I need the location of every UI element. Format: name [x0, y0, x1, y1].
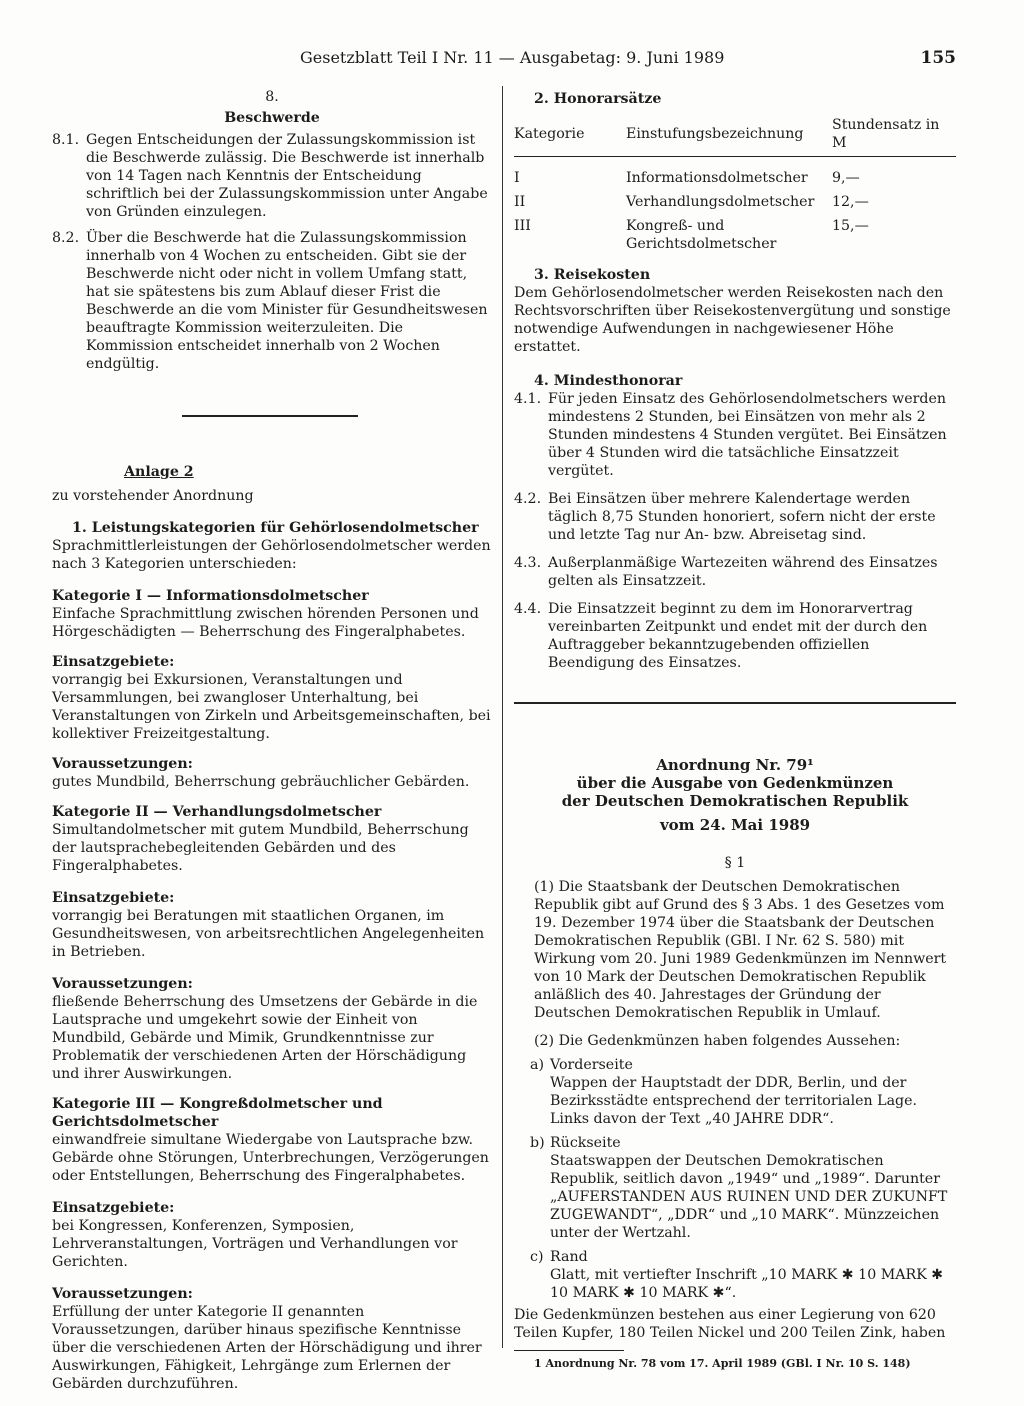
item-letter: b)	[530, 1135, 545, 1151]
category-2-einsatz-label: Einsatzgebiete:	[52, 890, 175, 906]
section-1-title: 1. Leistungskategorien für Gehörlosendolmetscher	[72, 520, 479, 536]
paragraph-8-1	[52, 131, 492, 221]
annex-title: Anlage 2	[124, 464, 194, 480]
paragraph-text: Die Einsatzzeit beginnt zu dem im Honorarvertrag vereinbarten Zeitpunkt und endet mit der durch den Auftraggeber bekanntzugebenden offiziellen Beendigung des Einsatzes.	[548, 601, 928, 671]
category-1-voraussetzungen-label: Voraussetzungen:	[52, 756, 193, 772]
paragraph-sign: § 1	[724, 855, 746, 871]
paragraph-number: 8.2.	[52, 230, 80, 246]
footnote: 1 Anordnung Nr. 78 vom 17. April 1989 (GBl. I Nr. 10 S. 148)	[534, 1357, 911, 1370]
table-cell: 12,—	[832, 194, 869, 210]
category-1-einsatz-text: vorrangig bei Exkursionen, Veranstaltungen und Versammlungen, bei zwangloser Unterhaltung, bei Veranstaltungen von Zirkeln und Arbeitsgemeinschaften, bei kollektiver Freizeitgestaltung.	[52, 672, 491, 742]
category-2-text: Simultandolmetscher mit gutem Mundbild, Beherrschung der lautsprachebegleitenden Gebärden und des Fingeralphabetes.	[52, 822, 469, 874]
section-8-title: Beschwerde	[224, 110, 320, 126]
section-8-number: 8.	[265, 89, 279, 105]
right-column	[514, 84, 956, 1373]
table-cell: Verhandlungsdolmetscher	[626, 194, 815, 210]
table-row	[514, 214, 956, 256]
table-cell: Kongreß- und Gerichtsdolmetscher	[626, 218, 777, 252]
paragraph-number: 4.1.	[514, 391, 542, 407]
paragraph-text: Für jeden Einsatz des Gehörlosendolmetschers werden mindestens 2 Stunden, bei Einsätzen von mehr als 2 Stunden mindestens 4 Stunden vergütet. Bei Einsätzen über 4 Stunden wird die tatsächliche Einsatzzeit vergütet.	[548, 391, 947, 479]
category-3-voraussetzungen-text: Erfüllung der unter Kategorie II genannten Voraussetzungen, darüber hinaus spezifische Kenntnisse über die verschiedenen Arten der Hörschädigung und ihrer Auswirkungen, Fähigkeit, Lehrgänge zum Erlernen der Gebärden durchzuführen.	[52, 1304, 482, 1392]
ordinance-title-line-2: über die Ausgabe von Gedenkmünzen	[576, 774, 894, 792]
category-3-einsatz-label: Einsatzgebiete:	[52, 1200, 175, 1216]
ordinance-date: vom 24. Mai 1989	[659, 816, 811, 834]
table-cell: 9,—	[832, 170, 860, 186]
section-2-title: 2. Honorarsätze	[534, 91, 662, 107]
absatz-1: (1) Die Staatsbank der Deutschen Demokratischen Republik gibt auf Grund des § 3 Abs. 1 des Gesetzes vom 19. Dezember 1974 über die Staatsbank der Deutschen Demokratischen Republik (GBl. I Nr. 62 S. 580) mit Wirkung vom 20. Juni 1989 Gedenkmünzen im Nennwert von 10 Mark der Deutschen Demokratischen Republik anläßlich des 40. Jahrestages der Gründung der Deutschen Demokratischen Republik in Umlauf.	[534, 879, 947, 1021]
footnote-rule	[514, 1350, 624, 1351]
item-text: Staatswappen der Deutschen Demokratischen Republik, seitlich davon „1949“ und „1989“. Darunter „AUFERSTANDEN AUS RUINEN UND DER ZUKUNFT ZUGEWANDT“, „DDR“ und „10 MARK“. Münzzeichen unter der Wertzahl.	[550, 1153, 948, 1241]
paragraph-number: 8.1.	[52, 132, 80, 148]
paragraph-number: 4.2.	[514, 491, 542, 507]
paragraph-4-1	[514, 390, 956, 480]
coin-reverse	[514, 1134, 956, 1242]
coin-obverse	[514, 1056, 956, 1128]
category-3-title: Kategorie III — Kongreßdolmetscher und Gerichtsdolmetscher	[52, 1096, 383, 1130]
page-number: 155	[920, 48, 956, 68]
section-3-text: Dem Gehörlosendolmetscher werden Reisekosten nach den Rechtsvorschriften über Reisekostenvergütung und sonstige notwendige Aufwendungen in nachgewiesener Höhe erstattet.	[514, 285, 951, 355]
category-1-voraussetzungen-text: gutes Mundbild, Beherrschung gebräuchlicher Gebärden.	[52, 774, 470, 790]
section-separator	[514, 702, 956, 704]
category-1-einsatz-label: Einsatzgebiete:	[52, 654, 175, 670]
section-3-title: 3. Reisekosten	[534, 267, 651, 283]
table-cell: II	[514, 194, 526, 210]
paragraph-text: Bei Einsätzen über mehrere Kalendertage werden täglich 8,75 Stunden honoriert, sofern nicht der erste und letzte Tag nur An- bzw. Abreisetag sind.	[548, 491, 936, 543]
column-header: Einstufungsbezeichnung	[626, 112, 826, 157]
item-title: Vorderseite	[550, 1057, 633, 1073]
item-text: Glatt, mit vertiefter Inschrift „10 MARK ✱ 10 MARK ✱ 10 MARK ✱ 10 MARK ✱“.	[550, 1267, 944, 1301]
category-3-einsatz-text: bei Kongressen, Konferenzen, Symposien, Lehrveranstaltungen, Vorträgen und Verhandlungen vor Gerichten.	[52, 1218, 458, 1270]
section-1-text: Sprachmittlerleistungen der Gehörlosendolmetscher werden nach 3 Kategorien unterschieden:	[52, 538, 491, 572]
item-letter: a)	[530, 1057, 544, 1073]
column-divider	[502, 86, 503, 1348]
paragraph-number: 4.4.	[514, 601, 542, 617]
table-row	[514, 157, 956, 191]
section-separator	[182, 415, 358, 417]
category-1-text: Einfache Sprachmittlung zwischen hörenden Personen und Hörgeschädigten — Beherrschung des Fingeralphabetes.	[52, 606, 479, 640]
table-cell: 15,—	[832, 218, 869, 234]
fee-table-header	[514, 112, 956, 157]
absatz-2: (2) Die Gedenkmünzen haben folgendes Aussehen:	[534, 1033, 901, 1049]
coin-edge	[514, 1248, 956, 1302]
section-4-title: 4. Mindesthonorar	[534, 373, 683, 389]
item-title: Rand	[550, 1249, 588, 1265]
annex-subtitle: zu vorstehender Anordnung	[52, 488, 254, 504]
ordinance-title-line-1: Anordnung Nr. 79¹	[656, 756, 814, 774]
paragraph-8-2	[52, 229, 492, 373]
paragraph-text: Gegen Entscheidungen der Zulassungskommission ist die Beschwerde zulässig. Die Beschwerde ist innerhalb von 14 Tagen nach Kenntnis der Entscheidung schriftlich bei der Zulassungskommission unter Angabe von Gründen einzulegen.	[86, 132, 488, 220]
paragraph-4-3	[514, 554, 956, 590]
paragraph-4-2	[514, 490, 956, 544]
item-letter: c)	[530, 1249, 544, 1265]
header-title: Gesetzblatt Teil I Nr. 11 — Ausgabetag: 9. Juni 1989	[300, 48, 725, 67]
left-column	[52, 84, 492, 1393]
fee-table	[514, 112, 956, 256]
paragraph-text: Außerplanmäßige Wartezeiten während des Einsatzes gelten als Einsatzzeit.	[548, 555, 938, 589]
column-header: Kategorie	[514, 112, 626, 157]
page-header	[300, 48, 960, 74]
paragraph-number: 4.3.	[514, 555, 542, 571]
category-2-voraussetzungen-label: Voraussetzungen:	[52, 976, 193, 992]
table-cell: III	[514, 218, 531, 234]
category-1-title: Kategorie I — Informationsdolmetscher	[52, 588, 369, 604]
item-title: Rückseite	[550, 1135, 621, 1151]
category-2-title: Kategorie II — Verhandlungsdolmetscher	[52, 804, 382, 820]
table-cell: Informationsdolmetscher	[626, 170, 808, 186]
category-3-voraussetzungen-label: Voraussetzungen:	[52, 1286, 193, 1302]
closing-text: Die Gedenkmünzen bestehen aus einer Legierung von 620 Teilen Kupfer, 180 Teilen Nickel und 200 Teilen Zink, haben	[514, 1307, 946, 1341]
paragraph-text: Über die Beschwerde hat die Zulassungskommission innerhalb von 4 Wochen zu entscheiden. Gibt sie der Beschwerde nicht oder nicht in vollem Umfang statt, hat sie spätestens bis zum Ablauf dieser Frist die Beschwerde an die vom Minister für Gesundheitswesen beauftragte Kommission weiterzuleiten. Die Kommission entscheidet innerhalb von 2 Wochen endgültig.	[86, 230, 488, 372]
category-2-voraussetzungen-text: fließende Beherrschung des Umsetzens der Gebärde in die Lautsprache und umgekehrt sowie der Einheit von Mundbild, Gebärde und Mimik, Grundkenntnisse zur Problematik der verschiedenen Arten der Hörschädigung und ihrer Auswirkungen.	[52, 994, 478, 1082]
table-row	[514, 190, 956, 214]
ordinance-title-line-3: der Deutschen Demokratischen Republik	[561, 792, 909, 810]
item-text: Wappen der Hauptstadt der DDR, Berlin, und der Bezirksstädte entsprechend der territorialen Lage. Links davon der Text „40 JAHRE DDR“.	[550, 1075, 918, 1127]
category-3-text: einwandfreie simultane Wiedergabe von Lautsprache bzw. Gebärde ohne Störungen, Unterbrechungen, Verzögerungen oder Entstellungen, Beherrschung des Fingeralphabetes.	[52, 1132, 489, 1184]
table-cell: I	[514, 170, 520, 186]
category-2-einsatz-text: vorrangig bei Beratungen mit staatlichen Organen, im Gesundheitswesen, von arbeitsrechtlichen Angelegenheiten in Betrieben.	[52, 908, 485, 960]
paragraph-4-4	[514, 600, 956, 672]
column-header: Stundensatz in M	[826, 112, 956, 157]
